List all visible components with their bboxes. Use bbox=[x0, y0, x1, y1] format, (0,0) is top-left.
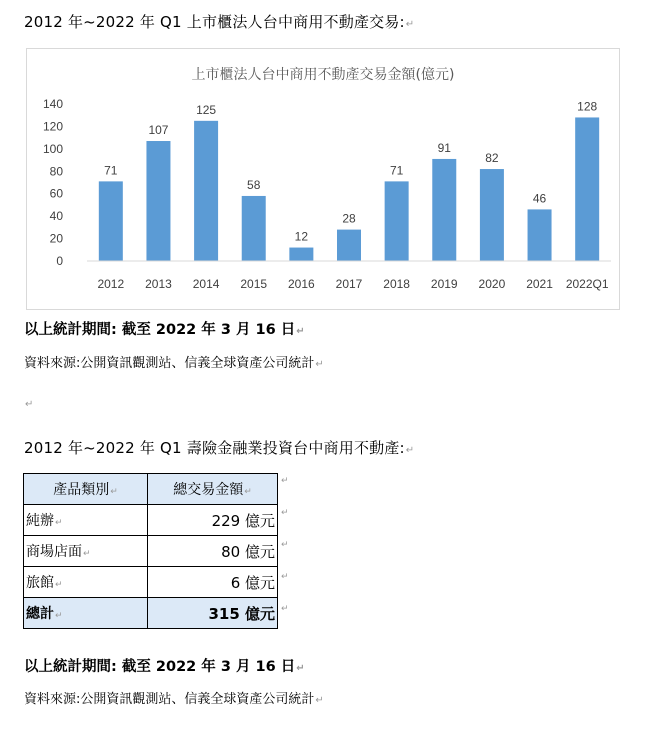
table-header-row bbox=[24, 474, 278, 505]
section2-period-note: 以上統計期間: 截至 2022 年 3 月 16 日↵ bbox=[24, 659, 305, 675]
header-category: 產品類別↵ bbox=[24, 474, 148, 505]
row-end-mark: ↵ bbox=[281, 572, 289, 582]
bar bbox=[146, 141, 170, 261]
x-tick-label: 2019 bbox=[430, 277, 458, 291]
section1-period-note: 以上統計期間: 截至 2022 年 3 月 16 日↵ bbox=[24, 322, 305, 338]
bar-value-label: 107 bbox=[148, 123, 169, 138]
row-end-mark: ↵ bbox=[281, 508, 289, 518]
row-amount: 6 億元 bbox=[148, 567, 278, 598]
bar-value-label: 71 bbox=[104, 163, 118, 178]
insurance-investment-table bbox=[23, 473, 278, 629]
x-tick-label: 2012 bbox=[97, 277, 125, 291]
bar bbox=[480, 169, 504, 261]
y-tick-label: 60 bbox=[49, 186, 63, 201]
x-tick-label: 2022Q1 bbox=[565, 277, 609, 291]
bars-group bbox=[99, 99, 599, 261]
bar-value-label: 71 bbox=[389, 163, 404, 178]
x-tick-label: 2014 bbox=[192, 277, 220, 291]
x-tick-label: 2018 bbox=[383, 277, 410, 291]
x-tick-label: 2021 bbox=[526, 277, 553, 291]
bar-value-label: 91 bbox=[437, 140, 451, 155]
bar-value-label: 125 bbox=[196, 102, 217, 117]
bar bbox=[337, 230, 361, 261]
bar-value-label: 46 bbox=[532, 191, 547, 206]
section1-heading: 2012 年~2022 年 Q1 上市櫃法人台中商用不動產交易:↵ bbox=[24, 13, 415, 31]
section2-source-note: 資料來源:公開資訊觀測站、信義全球資產公司統計↵ bbox=[24, 692, 324, 707]
bar bbox=[99, 181, 123, 261]
transaction-bar-chart bbox=[26, 48, 620, 310]
table-total-row bbox=[24, 598, 278, 629]
table-row bbox=[24, 536, 278, 567]
x-tick-label: 2015 bbox=[240, 277, 268, 291]
header-amount: 總交易金額↵ bbox=[148, 474, 278, 505]
bar bbox=[194, 121, 218, 261]
row-end-mark: ↵ bbox=[281, 604, 289, 614]
bar bbox=[528, 209, 552, 261]
bar bbox=[242, 196, 266, 261]
table-row bbox=[24, 567, 278, 598]
bar bbox=[432, 159, 456, 261]
y-axis bbox=[43, 97, 63, 268]
total-category: 總計↵ bbox=[24, 598, 148, 629]
row-amount: 229 億元 bbox=[148, 505, 278, 536]
y-tick-label: 20 bbox=[49, 231, 63, 246]
table-row bbox=[24, 505, 278, 536]
bar-value-label: 12 bbox=[294, 229, 309, 244]
row-amount: 80 億元 bbox=[148, 536, 278, 567]
y-tick-label: 80 bbox=[49, 164, 63, 179]
y-tick-label: 40 bbox=[49, 209, 63, 224]
section2-heading: 2012 年~2022 年 Q1 壽險金融業投資台中商用不動產:↵ bbox=[24, 439, 415, 457]
empty-paragraph: ↵ bbox=[25, 399, 34, 410]
y-tick-label: 100 bbox=[42, 141, 63, 156]
row-category: 商場店面↵ bbox=[24, 536, 148, 567]
bar bbox=[289, 248, 313, 261]
row-end-mark: ↵ bbox=[281, 540, 289, 550]
bar bbox=[385, 181, 409, 261]
y-tick-label: 120 bbox=[42, 119, 63, 134]
y-tick-label: 0 bbox=[56, 254, 63, 268]
x-tick-label: 2017 bbox=[335, 277, 363, 291]
row-category: 純辦↵ bbox=[24, 505, 148, 536]
x-axis bbox=[97, 277, 608, 291]
bar bbox=[575, 117, 599, 261]
row-category: 旅館↵ bbox=[24, 567, 148, 598]
total-amount: 315 億元 bbox=[148, 598, 278, 629]
bar-value-label: 28 bbox=[342, 211, 356, 226]
chart-canvas bbox=[27, 49, 619, 309]
bar-value-label: 58 bbox=[247, 177, 261, 192]
section1-source-note: 資料來源:公開資訊觀測站、信義全球資產公司統計↵ bbox=[24, 356, 324, 371]
x-tick-label: 2016 bbox=[288, 277, 315, 291]
bar-value-label: 128 bbox=[577, 99, 598, 114]
chart-title: 上市櫃法人台中商用不動產交易金額(億元) bbox=[191, 67, 455, 83]
row-end-mark: ↵ bbox=[281, 476, 289, 486]
x-tick-label: 2013 bbox=[145, 277, 172, 291]
y-tick-label: 140 bbox=[42, 97, 63, 111]
bar-value-label: 82 bbox=[485, 151, 499, 166]
x-tick-label: 2020 bbox=[478, 277, 506, 291]
